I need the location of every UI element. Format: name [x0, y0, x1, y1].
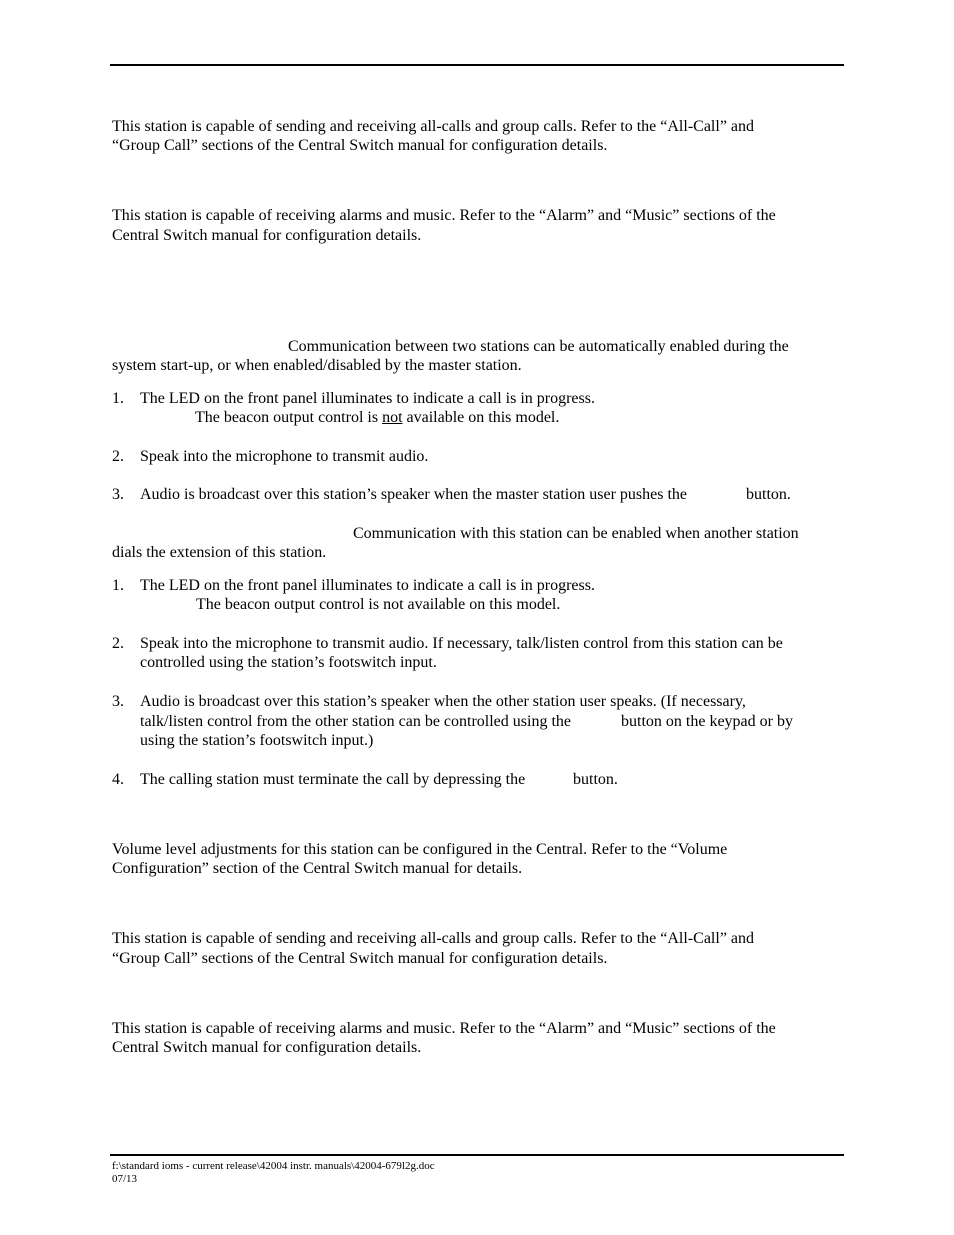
allcall-2-paragraph-line-2: “Group Call” sections of the Central Switch manual for configuration details. — [112, 950, 608, 967]
station-beacon-note: The beacon output control is not available on this model. — [196, 596, 561, 613]
alarm-2-paragraph-line-2: Central Switch manual for configuration details. — [112, 1039, 422, 1056]
master-beacon-note-post: available on this model. — [402, 409, 560, 426]
station-call-intro-line-1: Communication with this station can be enabled when another station — [353, 525, 799, 542]
master-list-number-2: 2. — [112, 448, 124, 465]
station-call-intro-line-2: dials the extension of this station. — [112, 544, 327, 561]
master-list-number-3: 3. — [112, 486, 124, 503]
master-call-intro-line-1: Communication between two stations can be automatically enabled during the — [288, 338, 789, 355]
footer-file-path: f:\standard ioms - current release\42004 instr. manuals\42004-679l2g.doc — [112, 1160, 435, 1172]
alarm-paragraph-line-1: This station is capable of receiving alarms and music. Refer to the “Alarm” and “Music” sections of the — [112, 207, 776, 224]
master-beacon-note-not: not — [382, 409, 403, 426]
master-list-number-1: 1. — [112, 390, 124, 407]
station-list-item-2-line-2: controlled using the station’s footswitch input. — [140, 654, 437, 671]
volume-paragraph-line-1: Volume level adjustments for this station can be configured in the Central. Refer to the “Volume — [112, 841, 728, 858]
station-list-item-4: The calling station must terminate the call by depressing the — [140, 771, 526, 788]
master-list-item-3-tail: button. — [746, 486, 791, 503]
station-list-item-3-line-2b: button on the keypad or by — [621, 713, 793, 730]
footer-rule — [110, 1154, 844, 1156]
alarm-paragraph-line-2: Central Switch manual for configuration details. — [112, 227, 422, 244]
master-beacon-note — [195, 408, 559, 428]
master-list-item-3: Audio is broadcast over this station’s speaker when the master station user pushes the — [140, 486, 687, 503]
station-list-number-2: 2. — [112, 635, 124, 652]
station-list-item-3-line-2a: talk/listen control from the other station can be controlled using the — [140, 713, 571, 730]
master-beacon-note-pre: The beacon output control is — [195, 409, 383, 426]
station-list-item-4-tail: button. — [573, 771, 618, 788]
allcall-paragraph-line-2: “Group Call” sections of the Central Switch manual for configuration details. — [112, 137, 608, 154]
station-list-item-1: The LED on the front panel illuminates to indicate a call is in progress. — [140, 577, 595, 594]
volume-paragraph-line-2: Configuration” section of the Central Switch manual for details. — [112, 860, 523, 877]
station-list-number-3: 3. — [112, 693, 124, 710]
station-list-item-3-line-3: using the station’s footswitch input.) — [140, 732, 374, 749]
allcall-2-paragraph-line-1: This station is capable of sending and receiving all-calls and group calls. Refer to the “All-Call” and — [112, 930, 755, 947]
station-list-item-2-line-1: Speak into the microphone to transmit audio. If necessary, talk/listen control from this station can be — [140, 635, 783, 652]
header-rule — [110, 64, 844, 66]
station-list-item-3-line-1: Audio is broadcast over this station’s speaker when the other station user speaks. (If necessary, — [140, 693, 746, 710]
master-list-item-1: The LED on the front panel illuminates to indicate a call is in progress. — [140, 390, 595, 407]
alarm-2-paragraph-line-1: This station is capable of receiving alarms and music. Refer to the “Alarm” and “Music” sections of the — [112, 1020, 776, 1037]
station-list-number-1: 1. — [112, 577, 124, 594]
footer-date: 07/13 — [112, 1173, 138, 1185]
master-list-item-2: Speak into the microphone to transmit audio. — [140, 448, 429, 465]
allcall-paragraph-line-1: This station is capable of sending and receiving all-calls and group calls. Refer to the “All-Call” and — [112, 118, 755, 135]
master-call-intro-line-2: system start-up, or when enabled/disabled by the master station. — [112, 357, 522, 374]
station-list-number-4: 4. — [112, 771, 124, 788]
